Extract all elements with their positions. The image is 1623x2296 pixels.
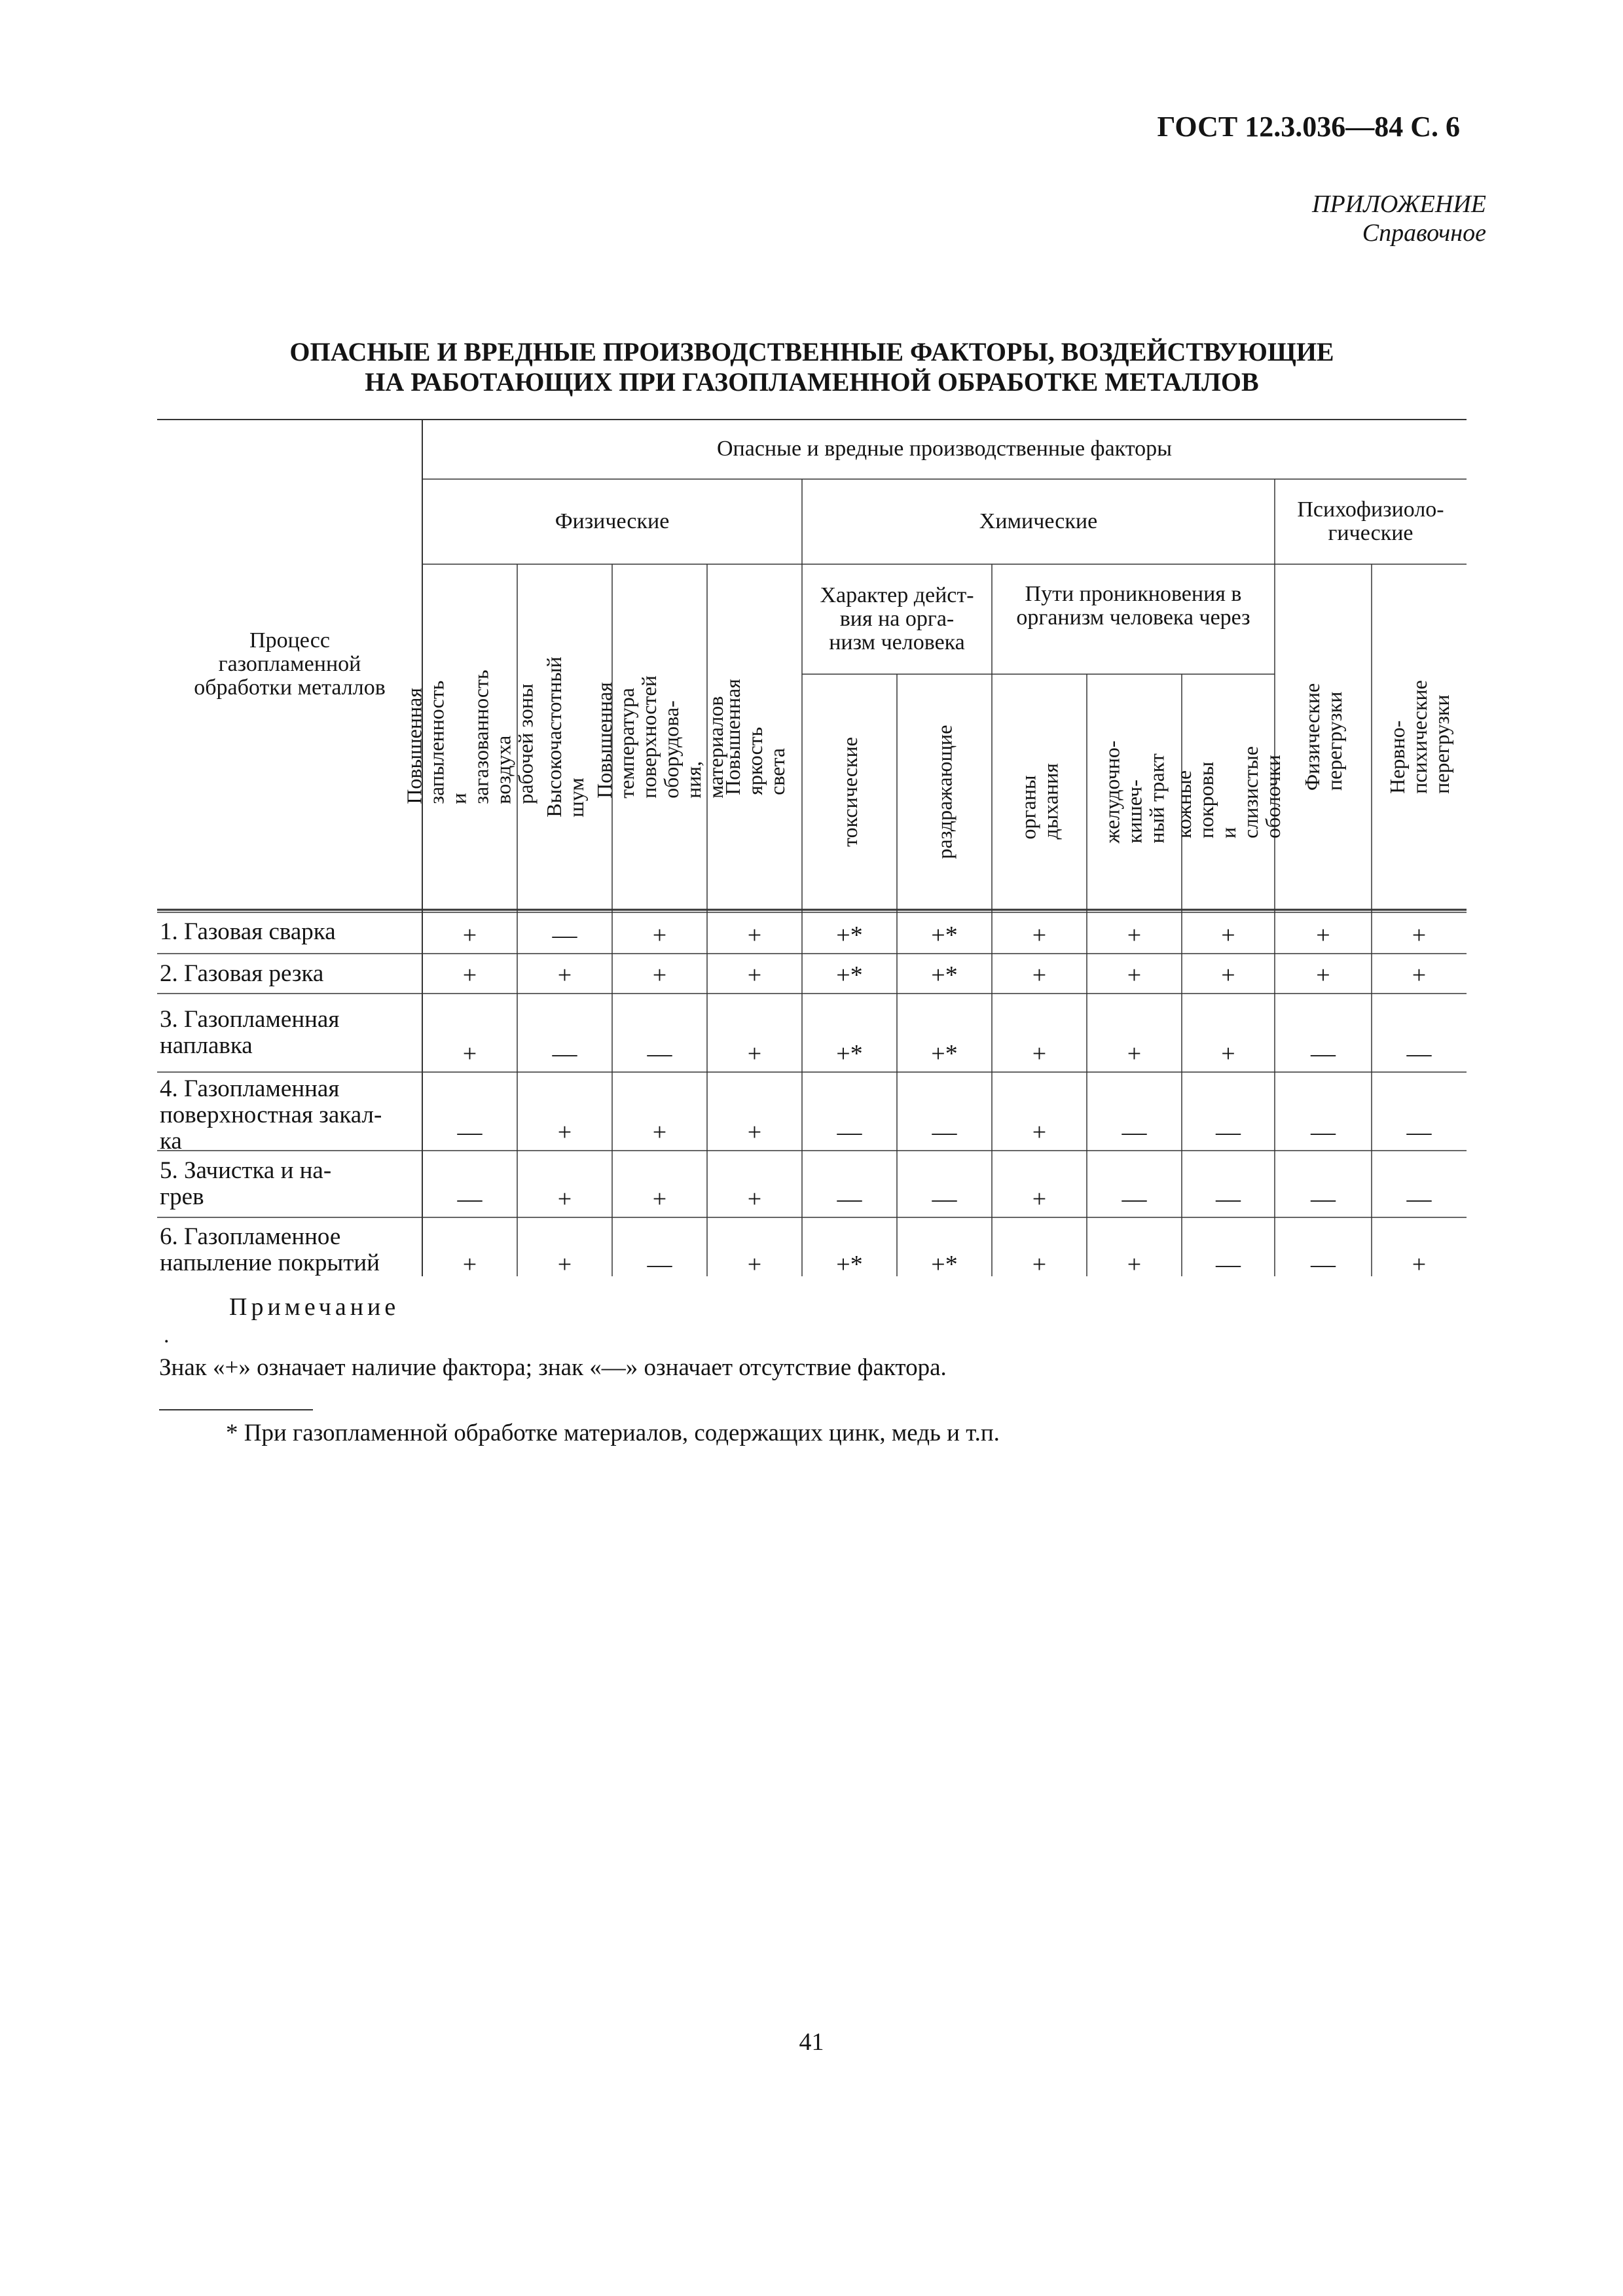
column-header-text: органы дыхания [1016,762,1063,840]
factor-mark: + [557,1251,572,1278]
factor-mark: — [1216,1251,1241,1278]
factor-mark: — [647,1040,672,1067]
factor-mark: — [457,1119,483,1146]
group-physical-header: Физические [555,509,670,533]
factor-mark: + [1127,1040,1142,1067]
factor-mark: + [652,922,667,949]
factor-mark: — [1311,1185,1336,1213]
factor-mark: — [837,1185,862,1213]
subgroup-character-header: Характер дейст- вия на орга- низм человека [820,583,974,655]
appendix-type: Справочное [1362,219,1486,247]
factor-mark: — [1311,1251,1336,1278]
factor-mark: + [462,922,477,949]
factor-mark: + [1127,961,1142,989]
column-header-text: Повышенная запыленность и загазованность воздуха рабочей зоны [402,670,538,804]
factor-mark: — [647,1251,672,1278]
factor-mark: + [557,1185,572,1213]
factor-mark: +* [931,922,958,949]
factor-mark: +* [836,961,863,989]
factor-mark: + [652,1185,667,1213]
factor-mark: +* [931,1040,958,1067]
column-header-text: раздражающие [932,725,957,859]
group-chemical-header: Химические [979,509,1098,533]
column-header-text: Физические перегрузки [1300,683,1346,791]
column-header-text: Повышенная яркость света [720,679,789,795]
column-header-5 [802,679,897,905]
factor-mark: + [1032,961,1047,989]
column-header-8 [1087,679,1182,905]
process-name: 3. Газопламенная наплавка [160,1006,340,1059]
note-title: Примечание [229,1293,400,1321]
title-line-2: НА РАБОТАЮЩИХ ПРИ ГАЗОПЛАМЕННОЙ ОБРАБОТКЕ МЕТАЛЛОВ [365,367,1259,397]
factor-mark: + [747,1251,762,1278]
factor-mark: +* [836,1040,863,1067]
factor-mark: +* [931,1251,958,1278]
factor-mark: — [1216,1119,1241,1146]
factors-table [157,419,1467,1276]
factor-mark: — [552,922,577,949]
column-header-3 [592,569,727,905]
factor-mark: — [837,1119,862,1146]
column-header-text: желудочно-кишеч- ный тракт [1100,740,1169,844]
factor-mark: +* [836,1251,863,1278]
note-text: Знак «+» означает наличие фактора; знак «—» означает отсутствие фактора. [159,1354,947,1381]
factor-mark: +* [931,961,958,989]
factor-mark: + [462,1040,477,1067]
footnote: * При газопламенной обработке материалов, содержащих цинк, медь и т.п. [226,1420,1000,1446]
factor-mark: — [1216,1185,1241,1213]
document-code: ГОСТ 12.3.036—84 С. 6 [1157,111,1460,143]
note-dot: . [164,1323,170,1348]
factor-mark: + [557,961,572,989]
process-name: 1. Газовая сварка [160,918,336,945]
factor-mark: + [1032,1119,1047,1146]
process-name: 2. Газовая резка [160,960,324,987]
column-header-text: кожные покровы и слизистые оболочки [1172,746,1285,838]
column-header-text: Высокочастотный шум [541,656,588,817]
factor-mark: + [652,1119,667,1146]
factor-mark: + [462,1251,477,1278]
column-header-1 [402,569,538,905]
appendix-label: ПРИЛОЖЕНИЕ [1312,190,1486,218]
subgroup-routes-header: Пути проникновения в организм человека через [1016,582,1250,630]
column-header-6 [897,679,992,905]
factor-mark: + [1221,922,1235,949]
factor-mark: — [457,1185,483,1213]
document-title [157,337,1467,397]
factor-mark: — [932,1185,957,1213]
column-header-text: токсические [837,737,862,847]
factor-mark: — [1406,1040,1432,1067]
column-header-11 [1372,569,1467,905]
group-psycho-header: Психофизиоло- гические [1297,497,1444,545]
column-header-7 [992,679,1087,905]
title-line-1: ОПАСНЫЕ И ВРЕДНЫЕ ПРОИЗВОДСТВЕННЫЕ ФАКТОРЫ, ВОЗДЕЙСТВУЮЩИЕ [289,337,1334,367]
column-header-9 [1172,679,1285,905]
factors-header: Опасные и вредные производственные факторы [716,437,1172,461]
column-header-4 [707,569,802,905]
factor-mark: + [1221,961,1235,989]
process-name: 6. Газопламенное напыление покрытий [160,1223,380,1276]
factor-mark: + [1032,1040,1047,1067]
factor-mark: + [1221,1040,1235,1067]
factor-mark: + [747,1040,762,1067]
column-header-text: Нервно-психические перегрузки [1385,680,1453,794]
factor-mark: + [462,961,477,989]
process-header: Процесс газопламенной обработки металлов [194,628,386,700]
factor-mark: + [747,961,762,989]
process-name: 5. Зачистка и на- грев [160,1157,332,1210]
factor-mark: +* [836,922,863,949]
column-header-10 [1275,569,1372,905]
factor-mark: + [1127,1251,1142,1278]
factor-mark: + [747,1185,762,1213]
factor-mark: — [1122,1119,1147,1146]
factor-mark: + [747,922,762,949]
factor-mark: — [1311,1119,1336,1146]
factor-mark: + [1032,1251,1047,1278]
factor-mark: — [552,1040,577,1067]
factor-mark: + [1127,922,1142,949]
factor-mark: + [1316,922,1330,949]
factor-mark: + [1032,922,1047,949]
factor-mark: — [932,1119,957,1146]
column-header-text: Повышенная температура поверхностей оборудова- ния, материалов [592,675,727,798]
factor-mark: — [1406,1185,1432,1213]
footnote-rule [159,1409,313,1410]
factor-mark: — [1122,1185,1147,1213]
page-number: 41 [799,2028,824,2056]
appendix-block [1113,190,1486,247]
factor-mark: + [1412,922,1427,949]
factor-mark: — [1311,1040,1336,1067]
factor-mark: + [1032,1185,1047,1213]
factor-mark: + [1412,1251,1427,1278]
factor-mark: + [747,1119,762,1146]
factor-mark: + [652,961,667,989]
factor-mark: + [1316,961,1330,989]
process-name: 4. Газопламенная поверхностная закал- ка [160,1075,382,1155]
factor-mark: — [1406,1119,1432,1146]
factor-mark: + [557,1119,572,1146]
factor-mark: + [1412,961,1427,989]
